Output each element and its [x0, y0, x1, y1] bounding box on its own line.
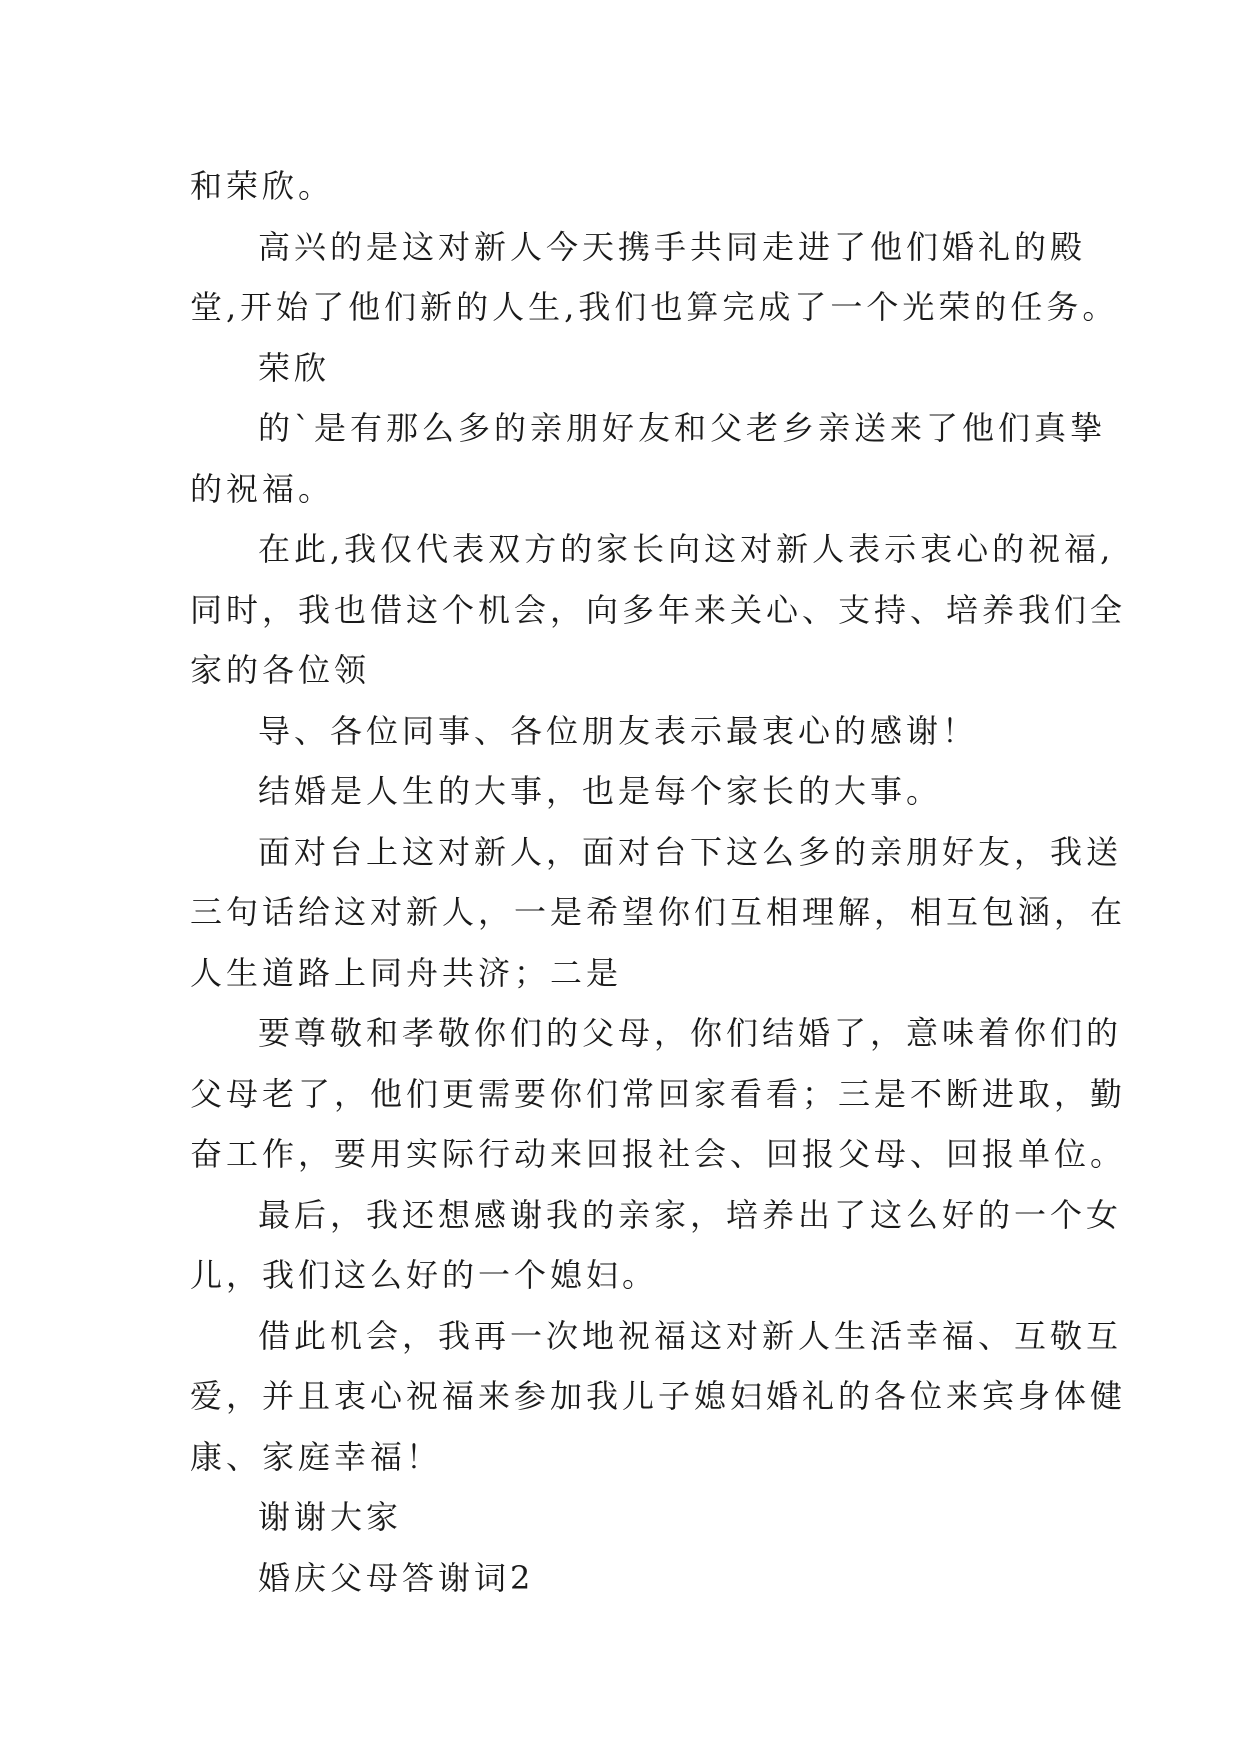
text-line: 同时，我也借这个机会，向多年来关心、支持、培养我们全	[190, 590, 1127, 629]
text-line: 三句话给这对新人，一是希望你们互相理解，相互包涵，在	[190, 893, 1127, 931]
text-line: 康、家庭幸福！	[190, 1437, 443, 1476]
text-line: 要尊敬和孝敬你们的父母，你们结婚了，意味着你们的	[258, 1014, 1123, 1052]
paragraph	[190, 701, 1070, 762]
paragraph	[190, 822, 1127, 1004]
text-line: 导、各位同事、各位朋友表示最衷心的感谢！	[258, 711, 979, 750]
paragraph	[190, 338, 1070, 399]
text-line: 人生道路上同舟共济；二是	[190, 953, 623, 992]
text-line: 和荣欣。	[190, 167, 335, 205]
text-line: 婚庆父母答谢词2	[258, 1558, 535, 1597]
section-heading	[190, 1548, 1070, 1609]
text-line: 借此机会，我再一次地祝福这对新人生活幸福、互敬互	[258, 1316, 1123, 1355]
text-line: 家的各位领	[190, 651, 371, 689]
text-line: 荣欣	[258, 348, 331, 387]
text-line: 儿，我们这么好的一个媳妇。	[190, 1256, 659, 1294]
paragraph	[190, 398, 1107, 519]
paragraph	[190, 1306, 1127, 1488]
text-line: 的`是有那么多的亲朋好友和父老乡亲送来了他们真挚	[258, 409, 1107, 447]
text-line: 在此,我仅代表双方的家长向这对新人表示衷心的祝福,	[258, 530, 1115, 568]
text-line: 结婚是人生的大事，也是每个家长的大事。	[258, 772, 943, 810]
paragraph	[190, 519, 1127, 701]
paragraph	[190, 217, 1119, 338]
paragraph	[190, 1003, 1127, 1185]
text-line: 堂,开始了他们新的人生,我们也算完成了一个光荣的任务。	[190, 288, 1119, 326]
paragraph	[190, 1185, 1123, 1306]
text-line: 面对台上这对新人，面对台下这么多的亲朋好友，我送	[258, 832, 1123, 871]
paragraph	[190, 761, 1070, 822]
text-line: 的祝福。	[190, 469, 335, 508]
text-line: 最后，我还想感谢我的亲家，培养出了这么好的一个女	[258, 1195, 1123, 1234]
text-line: 奋工作，要用实际行动来回报社会、回报父母、回报单位。	[190, 1135, 1127, 1173]
paragraph	[190, 156, 1070, 217]
text-line: 父母老了，他们更需要你们常回家看看；三是不断进取，勤	[190, 1074, 1127, 1113]
closing-line	[190, 1487, 1070, 1548]
document-body	[190, 156, 1127, 1608]
text-line: 谢谢大家	[258, 1498, 403, 1536]
text-line: 爱，并且衷心祝福来参加我儿子媳妇婚礼的各位来宾身体健	[190, 1377, 1127, 1415]
text-line: 高兴的是这对新人今天携手共同走进了他们婚礼的殿	[258, 227, 1087, 266]
